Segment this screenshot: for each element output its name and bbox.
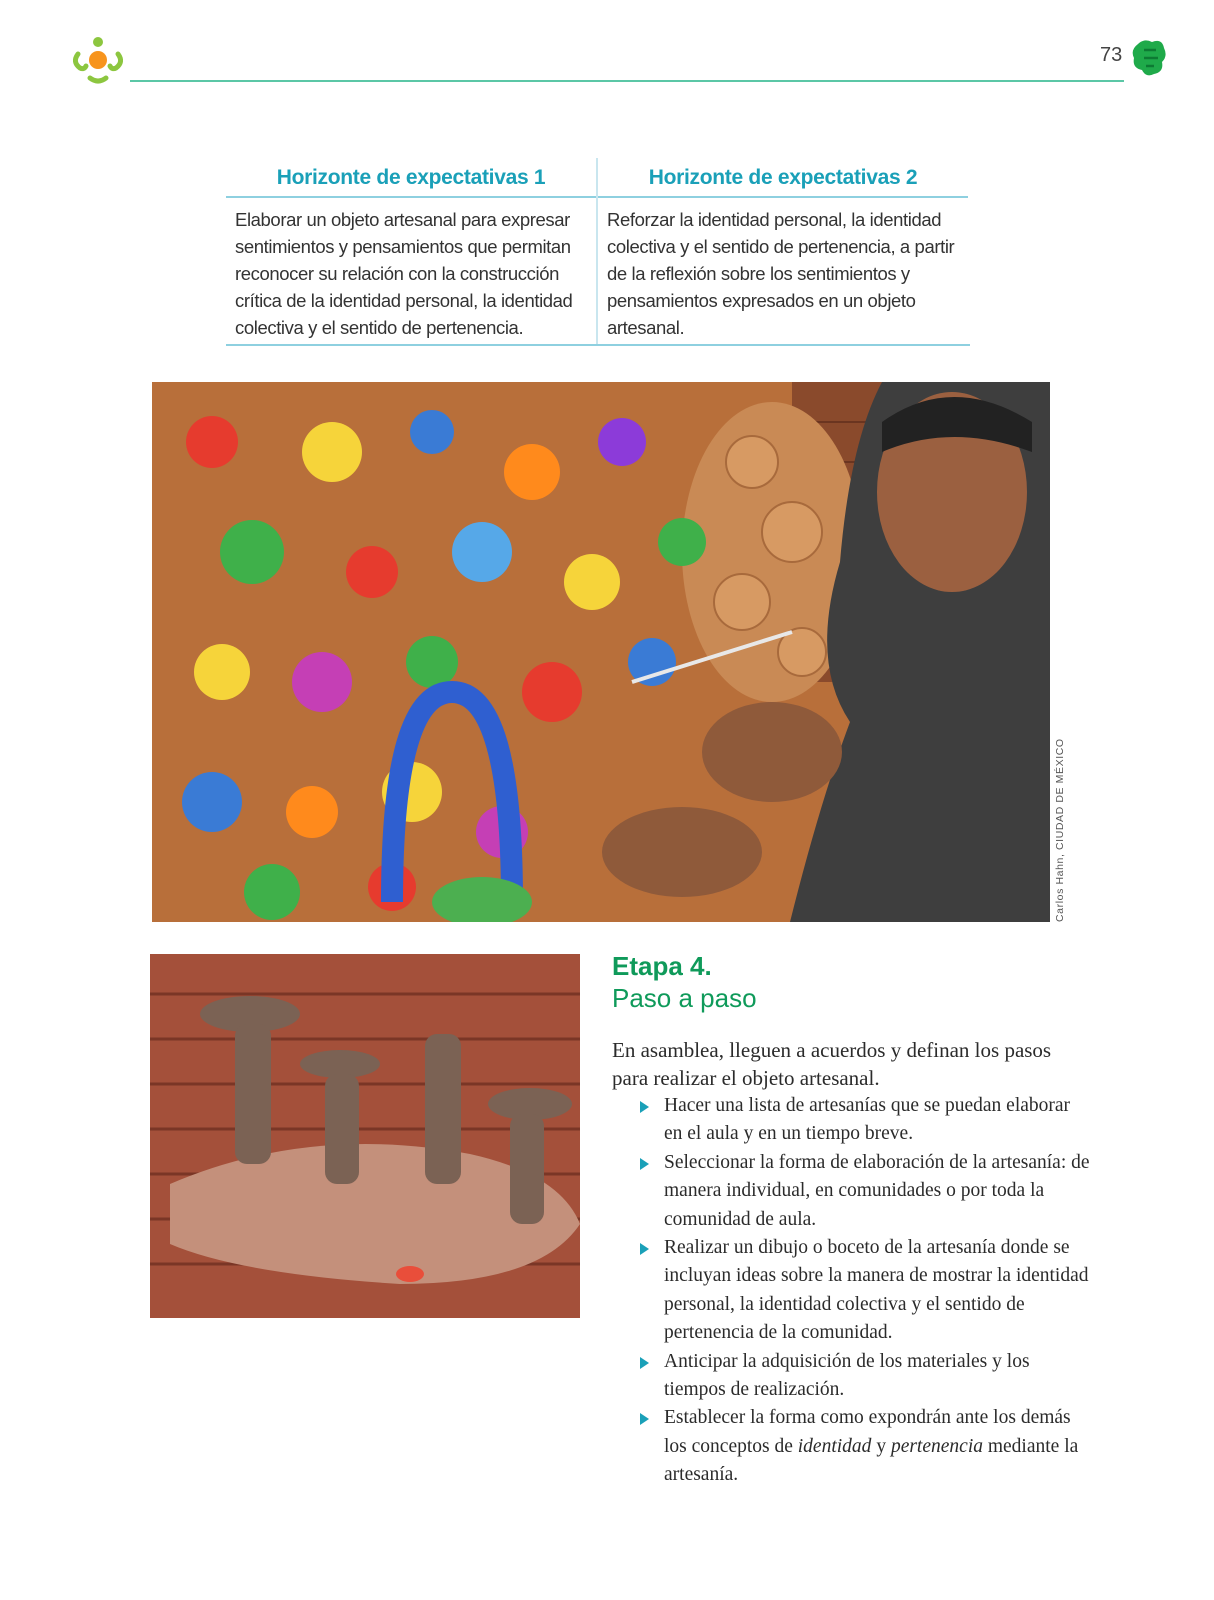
triangle-bullet-icon — [640, 1158, 649, 1170]
list-item — [640, 1234, 1090, 1348]
triangle-bullet-icon — [640, 1243, 649, 1255]
clay-figures-photo — [150, 954, 580, 1318]
step-1-text: Hacer una lista de artesanías que se puedan elaborar en el aula y en un tiempo breve. — [664, 1095, 1071, 1145]
expectations-2-title: Horizonte de expectativas 2 — [598, 158, 968, 198]
triangle-bullet-icon — [640, 1357, 649, 1369]
steps-list — [640, 1092, 1090, 1490]
step-5-text-e: mediante la artesanía. — [664, 1435, 1079, 1486]
triangle-bullet-icon — [640, 1101, 649, 1113]
step-5-term-pertenencia: pertenencia — [890, 1435, 983, 1457]
step-5-text-a: Establecer la forma como expondrán ante los demás los conceptos de — [664, 1407, 1071, 1457]
step-3-text: Realizar un dibujo o boceto de la artesanía donde se incluyan ideas sobre la manera de mostrar la identidad personal, la identidad colectiva y el sentido de pertenencia de la comunidad. — [664, 1237, 1089, 1344]
step-4-text: Anticipar la adquisición de los materiales y los tiempos de realización. — [664, 1350, 1030, 1401]
glyph-icon — [1132, 38, 1168, 78]
triangle-bullet-icon — [640, 1413, 649, 1425]
list-item — [640, 1404, 1090, 1489]
page-number: 73 — [1100, 44, 1123, 66]
section-title: Etapa 4. — [612, 951, 712, 981]
expectations-1-title: Horizonte de expectativas 1 — [226, 158, 596, 198]
step-5-text-c: y — [876, 1435, 887, 1457]
step-5-term-identidad: identidad — [797, 1435, 872, 1457]
header-rule — [130, 80, 1124, 82]
expectations-2-text: Reforzar la identidad personal, la identidad colectiva y el sentido de pertenencia, a partir de la reflexión sobre los sentimientos y pensamientos expresados en un objeto artesanal. — [607, 209, 955, 338]
table-bottom-rule — [226, 344, 970, 346]
artisan-painting-photo — [152, 382, 1050, 922]
expectations-column-1 — [226, 158, 596, 341]
intro-paragraph: En asamblea, lleguen a acuerdos y definan los pasos para realizar el objeto artesanal. — [612, 1038, 1052, 1090]
section-heading — [612, 950, 757, 1014]
section-subtitle: Paso a paso — [612, 983, 757, 1013]
expectations-1-text: Elaborar un objeto artesanal para expresar sentimientos y pensamientos que permitan reconocer su relación con la construcción crítica de la identidad personal, la identidad colectiva y el sentido de pertenencia. — [235, 209, 573, 338]
list-item — [640, 1348, 1090, 1405]
list-item — [640, 1149, 1090, 1234]
step-2-text: Seleccionar la forma de elaboración de la artesanía: de manera individual, en comunidades o por toda la comunidad de aula. — [664, 1151, 1090, 1230]
book-logo-icon — [70, 34, 126, 86]
expectations-column-2 — [598, 158, 968, 341]
photo-credit: Carlos Hahn, CIUDAD DE MÉXICO — [1054, 738, 1066, 922]
list-item — [640, 1092, 1090, 1149]
